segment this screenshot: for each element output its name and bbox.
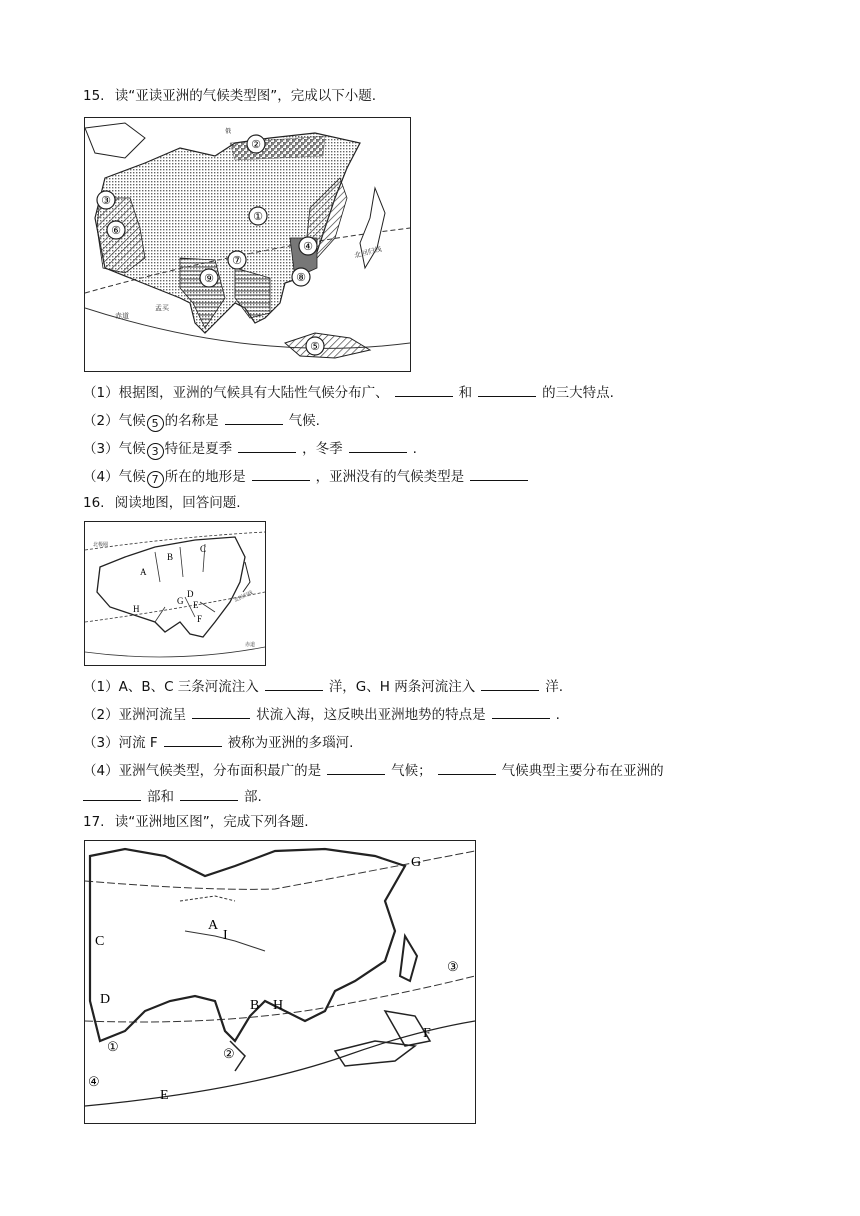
answer-blank[interactable]: [180, 786, 238, 801]
river-C: C: [200, 544, 207, 554]
answer-blank[interactable]: [481, 676, 539, 691]
label-C: C: [95, 934, 105, 949]
label-D: D: [100, 992, 111, 1007]
svg-text:⑤: ⑤: [310, 341, 320, 353]
climate-label-8: [292, 268, 310, 286]
question-text: 阅读地图，回答问题.: [114, 495, 241, 511]
svg-text:⑦: ⑦: [232, 255, 242, 267]
q15-stem: [83, 86, 376, 106]
question-number: 15.: [83, 88, 105, 104]
q15-climate-map: [84, 117, 411, 372]
climate-label-4: [299, 237, 317, 255]
label-B: B: [250, 998, 260, 1013]
question-number: 17.: [83, 814, 105, 830]
answer-blank[interactable]: [327, 760, 385, 775]
question-text: 读“亚洲地区图”，完成下列各题.: [114, 814, 309, 830]
climate-label-9: [200, 269, 218, 287]
tropic-label: 北回归线: [233, 589, 254, 604]
q16-sub3: （3）河流 F 被称为亚洲的多瑙河.: [83, 732, 353, 753]
svg-text:⑧: ⑧: [296, 272, 306, 284]
arctic-label: 北极圈: [93, 542, 109, 548]
svg-text:⑨: ⑨: [204, 273, 214, 285]
answer-blank[interactable]: [238, 438, 296, 453]
river-F: F: [197, 614, 203, 624]
q16-stem: [83, 493, 241, 513]
climate-label-7: [228, 251, 246, 269]
q15-sub4: （4）气候 7 所在的地形是 ，亚洲没有的气候类型是: [83, 466, 534, 488]
q17-region-map: [84, 840, 476, 1124]
svg-text:①: ①: [253, 211, 263, 223]
answer-blank[interactable]: [395, 382, 453, 397]
label-circle-3: ③: [447, 959, 459, 974]
svg-text:⑥: ⑥: [111, 225, 121, 237]
climate-label-2: [247, 135, 265, 153]
russia-label: 俄: [225, 128, 232, 135]
river-A: A: [140, 567, 147, 577]
label-G: G: [411, 855, 422, 870]
circled-number: 3: [147, 443, 164, 460]
q17-stem: [83, 812, 309, 832]
label-F: F: [423, 1026, 431, 1041]
river-D: D: [187, 589, 194, 599]
q16-river-map: [84, 521, 266, 666]
answer-blank[interactable]: [192, 704, 250, 719]
answer-blank[interactable]: [265, 676, 323, 691]
answer-blank[interactable]: [438, 760, 496, 775]
q15-sub2: （2）气候 5 的名称是 气候.: [83, 410, 320, 432]
river-E: E: [193, 600, 199, 610]
circled-number: 7: [147, 471, 164, 488]
q15-sub1: （1）根据图，亚洲的气候具有大陆性气候分布广、 和 的三大特点.: [83, 382, 614, 403]
q16-sub2: （2）亚洲河流呈 状流入海，这反映出亚洲地势的特点是 .: [83, 704, 560, 725]
answer-blank[interactable]: [349, 438, 407, 453]
q16-sub1: （1）A、B、C 三条河流注入 洋，G、H 两条河流注入 洋.: [83, 676, 563, 697]
river-H: H: [133, 604, 140, 614]
answer-blank[interactable]: [225, 410, 283, 425]
label-circle-4: ④: [88, 1074, 100, 1089]
label-E: E: [160, 1088, 169, 1103]
answer-blank[interactable]: [478, 382, 536, 397]
circled-number: 5: [147, 415, 164, 432]
river-B: B: [167, 552, 174, 562]
answer-blank[interactable]: [164, 732, 222, 747]
climate-label-3: [97, 191, 115, 209]
city-label: 孟买: [155, 304, 169, 312]
tropic-label: 北回归线: [353, 244, 383, 260]
label-circle-2: ②: [223, 1046, 235, 1061]
answer-blank[interactable]: [470, 466, 528, 481]
q16-sub4: （4）亚洲气候类型，分布面积最广的是 气候； 气候典型主要分布在亚洲的: [83, 760, 664, 781]
climate-label-6: [107, 221, 125, 239]
equator-label: 赤道: [115, 312, 129, 320]
label-H: H: [273, 998, 284, 1013]
label-circle-1: ①: [107, 1039, 119, 1054]
climate-label-1: [249, 207, 267, 225]
label-I: I: [223, 928, 228, 943]
answer-blank[interactable]: [252, 466, 310, 481]
q16-sub4-cont: 部和 部.: [83, 786, 262, 807]
svg-text:②: ②: [251, 139, 261, 151]
question-text: 读“亚读亚洲的气候类型图”，完成以下小题.: [114, 88, 377, 104]
label-A: A: [208, 918, 219, 933]
svg-text:③: ③: [101, 195, 111, 207]
q15-sub3: （3）气候 3 特征是夏季 ，冬季 .: [83, 438, 417, 460]
climate-label-5: [306, 337, 324, 355]
river-G: G: [177, 596, 184, 606]
answer-blank[interactable]: [83, 786, 141, 801]
equator-label: 赤道: [245, 642, 256, 648]
question-number: 16.: [83, 495, 105, 511]
svg-text:④: ④: [303, 241, 313, 253]
answer-blank[interactable]: [492, 704, 550, 719]
